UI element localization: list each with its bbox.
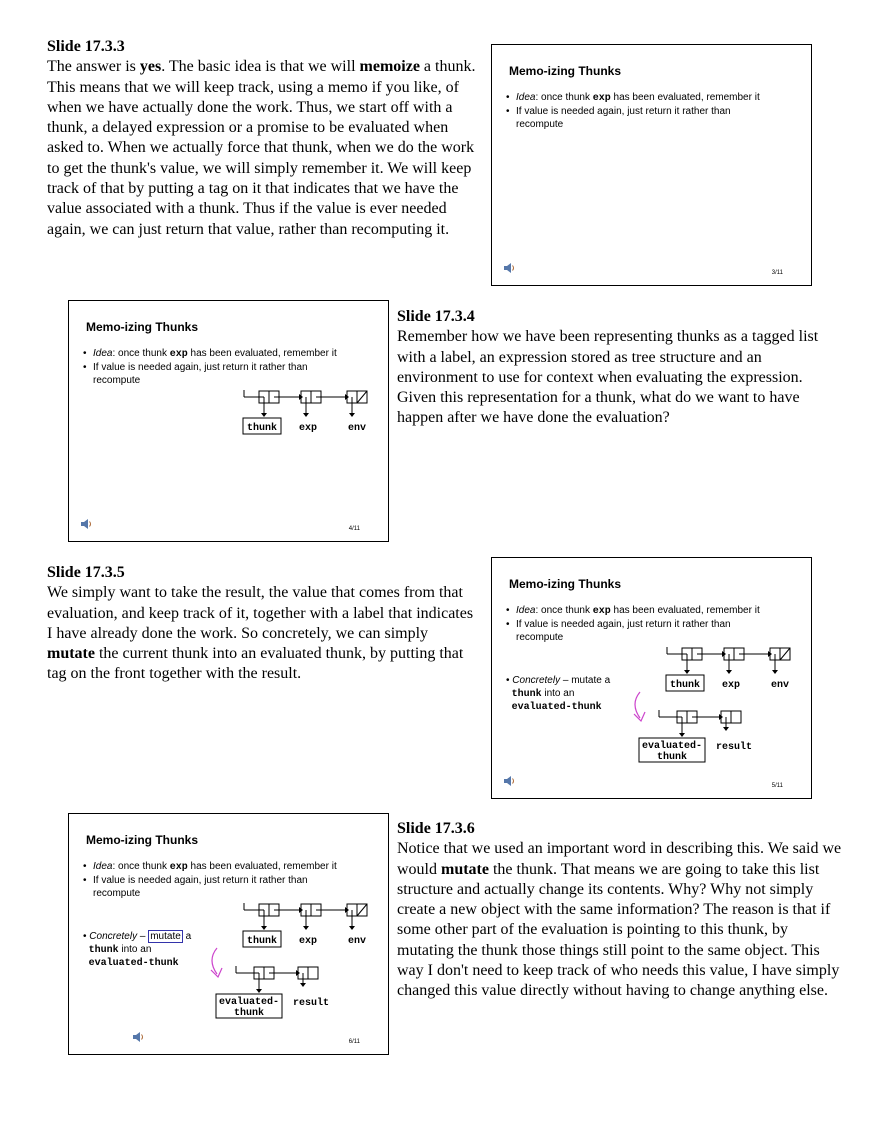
label-evaluated-thunk: thunk [656,752,688,763]
code-exp: exp [169,349,188,360]
page-number: 4/11 [348,526,360,532]
page-number: 3/11 [771,270,783,276]
text-run: Notice that we used an important word in describing this. We said we would [397,840,842,878]
slide-title: Memo-izing Thunks [86,320,198,334]
section-body [47,583,477,684]
text-run: : once thunk [535,605,593,616]
text-run: into an [118,943,152,955]
idea-label: Idea [516,605,536,616]
text-bold: mutate [47,645,95,663]
text-run: : once thunk [535,92,593,103]
text-run: the current thunk into an evaluated thunk, by putting that tag on the front together with the result. [47,645,464,683]
section-17-3-4 [397,307,837,429]
bullet-reuse: • If value is needed again, just return it rather than recompute [506,618,761,644]
text-bold: memoize [359,58,420,76]
code-evaluated-thunk: evaluated-thunk [88,958,179,969]
label-evaluated: evaluated- [218,997,280,1008]
code-thunk: thunk [511,688,542,700]
slide-3 [491,44,812,286]
section-17-3-5 [47,563,477,685]
bullet-list [83,347,338,387]
page-number: 5/11 [771,783,783,789]
slide-4 [68,300,389,542]
section-17-3-3 [47,37,482,240]
idea-label: Idea [93,861,113,872]
label-evaluated-thunk: thunk [233,1008,265,1019]
text-bold: yes [139,58,162,76]
curved-arrow-icon [207,946,231,982]
page-number: 6/11 [348,1039,360,1045]
thunk-box-diagram [239,386,379,438]
code-exp: exp [592,93,611,104]
label-exp: exp [298,423,318,434]
curved-arrow-icon [630,690,654,726]
label-thunk: thunk [246,936,278,947]
thunk-box-diagram [239,899,379,951]
code-exp: exp [592,606,611,617]
label-evaluated: evaluated- [641,741,703,752]
bullet-concretely: • Concretely – mutate a thunk into an evaluated-thunk [506,675,611,713]
section-title: Slide 17.3.3 [47,38,125,55]
slide-title: Memo-izing Thunks [509,577,621,591]
slide-6 [68,813,389,1055]
label-env: env [347,423,367,434]
bullet-reuse: • If value is needed again, just return it rather than recompute [83,874,338,900]
label-env: env [347,936,367,947]
text-run: the thunk. That means we are going to take this list structure and actually change its contents. Why? Why not simply create a new object with the same information? The reason is that if some other part of the evaluation is pointing to this thunk, by mutating the thunk those things still point to the same object. This way I don't need to keep track of who needs this value, I have simply changed this value directly without having to change anything else. [397,860,840,1000]
section-title: Slide 17.3.4 [397,308,475,325]
idea-label: Idea [516,92,536,103]
text-run: a [182,931,192,942]
label-thunk: thunk [669,680,701,691]
bullet-reuse: • If value is needed again, just return it rather than recompute [506,105,761,131]
code-thunk: thunk [88,944,119,956]
text-run: The answer is [47,58,140,76]
section-body [47,57,482,240]
mutate-highlight: mutate [150,931,181,942]
speaker-icon[interactable] [131,1030,145,1044]
text-run: . The basic idea is that we will [161,58,360,76]
section-body: Remember how we have been representing thunks as a tagged list with a label, an expression stored as tree structure and an environment to use for context when evaluating the expression. Given this representation for a thunk, what do we want to have happen after we have done the evaluation? [397,328,819,427]
label-result: result [292,998,330,1009]
label-thunk: thunk [246,423,278,434]
text-run: – [560,675,572,686]
bullet-list [83,860,338,900]
text-run: a thunk. This means that we will keep track, using a memo if you like, of when we have actually done the work. Thus, we start off with a thunk, a delayed expression or a promise to be evaluated when asked to. When we actually force that thunk, when we do the work to get the thunk's value, we will simply remember it. We will keep track of that by putting a tag on it that indicates that we have the value associated with a thunk. Thus if the value is ever needed again, we can just return that value, rather than recomputing it. [47,58,476,238]
slide-title: Memo-izing Thunks [86,833,198,847]
thunk-box-diagram [662,643,802,695]
section-title: Slide 17.3.5 [47,564,125,581]
label-exp: exp [298,936,318,947]
bullet-idea [506,604,761,618]
label-env: env [770,680,790,691]
slide-title: Memo-izing Thunks [509,64,621,78]
bullet-idea [83,860,338,874]
concretely-label: Concretely [512,675,561,686]
text-run: : once thunk [112,348,170,359]
bullet-idea [83,347,338,361]
code-evaluated-thunk: evaluated-thunk [511,702,602,713]
concretely-label: Concretely [89,931,138,942]
speaker-icon[interactable] [502,261,516,275]
idea-label: Idea [93,348,113,359]
text-bold: mutate [441,860,489,878]
text-run: We simply want to take the result, the value that comes from that evaluation, and keep track of it, together with a label that indicates I have already done the work. So concretely, we can simply [47,584,474,642]
section-17-3-6 [397,819,842,1002]
code-exp: exp [169,862,188,873]
section-title: Slide 17.3.6 [397,820,475,837]
bullet-idea [506,91,761,105]
bullet-concretely: • Concretely – mutate a thunk into an evaluated-thunk [83,931,192,969]
section-body [397,839,842,1001]
bullet-reuse: • If value is needed again, just return it rather than recompute [83,361,338,387]
slide-5 [491,557,812,799]
text-run: has been evaluated, remember it [610,605,760,616]
text-run: has been evaluated, remember it [187,348,337,359]
speaker-icon[interactable] [502,774,516,788]
text-run: has been evaluated, remember it [187,861,337,872]
text-run: – [137,931,149,942]
text-run: a [601,675,611,686]
text-run: : once thunk [112,861,170,872]
bullet-list [506,91,761,131]
mutate-word: mutate [571,675,602,686]
speaker-icon[interactable] [79,517,93,531]
label-result: result [715,742,753,753]
text-run: into an [541,687,575,699]
label-exp: exp [721,680,741,691]
text-run: has been evaluated, remember it [610,92,760,103]
bullet-list [506,604,761,644]
